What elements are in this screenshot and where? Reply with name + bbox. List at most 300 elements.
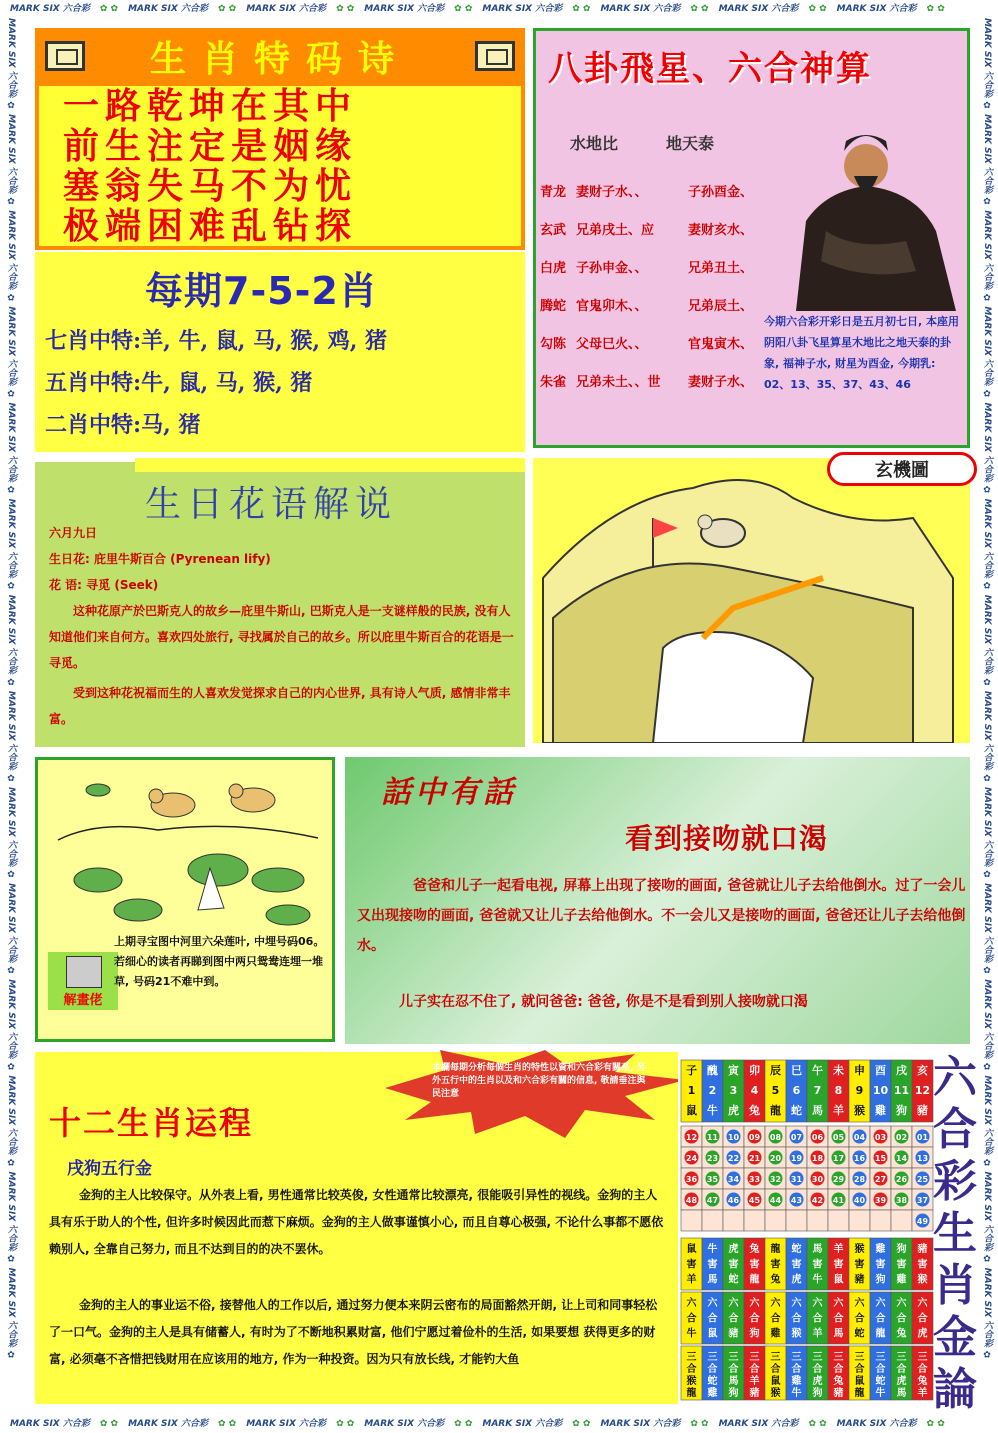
flower-panel <box>35 462 525 747</box>
ball-cell <box>765 1210 786 1231</box>
sage-portrait <box>766 111 966 311</box>
relation-char: 羊 <box>917 1388 928 1399</box>
flower-word: 花 语: 寻觅 (Seek) <box>49 578 159 592</box>
relation-char: 合 <box>749 1364 760 1375</box>
relation-char: 害 <box>917 1259 928 1271</box>
relation-char: 蛇 <box>854 1328 865 1340</box>
ball-number: 33 <box>748 1175 761 1184</box>
ball-number: 28 <box>853 1175 866 1184</box>
table-title-char: 彩 <box>933 1156 977 1207</box>
ball-number: 44 <box>769 1196 782 1205</box>
branch-number: 11 <box>893 1084 910 1097</box>
branch-label: 申 <box>854 1064 865 1077</box>
ball-number: 02 <box>895 1133 908 1142</box>
poem-title: 生肖特码诗 <box>149 37 410 80</box>
relation-char: 合 <box>686 1313 697 1325</box>
bagua-spirit: 朱雀 <box>540 375 567 390</box>
border-tag: MARK SIX 六合彩 <box>718 4 799 14</box>
relation-char: 合 <box>791 1364 802 1375</box>
top-border: MARK SIX 六合彩 ✿ ✿ MARK SIX 六合彩 ✿ ✿ MARK SIX 六合彩 ✿ ✿ MARK SIX 六合彩 ✿ ✿ MARK SIX 六合彩 ✿ ✿ MARK SIX 六合彩 ✿ ✿ MARK SIX 六合彩 ✿ ✿ MARK SIX 六合彩 ✿ ✿ <box>0 0 998 18</box>
relation-char: 合 <box>833 1313 844 1325</box>
animal-label: 蛇 <box>791 1104 802 1117</box>
relation-char: 牛 <box>686 1328 697 1340</box>
ball-number: 25 <box>916 1175 929 1184</box>
border-tag: MARK SIX 六合彩 <box>10 4 90 14</box>
ball-number: 29 <box>832 1175 845 1184</box>
relation-char: 豬 <box>854 1274 865 1286</box>
relation-char: 合 <box>854 1364 865 1375</box>
relation-char: 猴 <box>854 1244 865 1255</box>
flower-paragraph: 受到这种花祝福而生的人喜欢发觉探求自己的内心世界, 具有诗人气质, 感情非常丰富。 <box>49 686 511 726</box>
bagua-line: 子孙酉金、 <box>688 185 754 200</box>
relation-char: 羊 <box>686 1274 697 1286</box>
table-title-char: 肖 <box>933 1260 977 1311</box>
joke-tag: 話中有話 <box>381 775 517 810</box>
relation-char: 龍 <box>686 1388 697 1399</box>
relation-char: 馬 <box>833 1328 844 1340</box>
zodiac-title: 十二生肖运程 <box>49 1104 254 1142</box>
branch-number: 9 <box>855 1084 864 1097</box>
relation-char: 合 <box>791 1313 802 1325</box>
branch-number: 10 <box>872 1084 889 1097</box>
frame-icon <box>475 41 515 71</box>
relation-char: 合 <box>875 1313 886 1325</box>
border-tag: MARK SIX 六合彩 <box>364 1419 445 1429</box>
relation-char: 六 <box>917 1298 928 1309</box>
relation-char: 猴 <box>791 1328 802 1340</box>
branch-number: 7 <box>813 1084 822 1097</box>
poem-line: 塞翁失马不为忧 <box>63 165 358 207</box>
ball-number: 41 <box>832 1196 845 1205</box>
relation-char: 虎 <box>812 1376 823 1387</box>
ball-number: 20 <box>769 1154 782 1163</box>
bagua-panel <box>533 28 970 448</box>
relation-char: 害 <box>728 1259 739 1271</box>
bagua-line: 官鬼卯木、、 <box>576 299 648 314</box>
relation-char: 鼠 <box>854 1376 865 1387</box>
zodiac-paragraph: 金狗的主人的事业运不俗, 接替他人的工作以后, 通过努力便本来阴云密布的局面豁然开朗, 让上司和同事轻松了一口气。金狗的主人是具有储蓄人, 有时为了不断地积累财富, 他们宁愿过着俭朴的生活, 如果要想 获得更多的财富, 必须毫不吝惜把钱财用在应该用的地方, 作为一种投资。因为只有放长线, 才能钓大鱼 <box>49 1298 658 1366</box>
animal-label: 兔 <box>749 1104 760 1117</box>
bagua-line: 兄弟丑土、 <box>688 261 754 276</box>
ball-number: 17 <box>832 1154 845 1163</box>
ball-cell <box>849 1210 870 1231</box>
relation-char: 兔 <box>833 1376 844 1387</box>
relation-char: 三 <box>686 1352 697 1363</box>
duck-caption: 上期寻宝图中河里六朵莲叶, 中埋号码06。若细心的读者再睇到图中两只鸳鸯连埋一堆草, 号码21不难中到。 <box>114 935 325 988</box>
relation-char: 鼠 <box>686 1244 697 1255</box>
relation-char: 龍 <box>749 1274 760 1286</box>
ball-number: 01 <box>916 1133 929 1142</box>
bagua-line: 兄弟戌土、应 <box>576 223 655 238</box>
flower-title: 生日花语解说 <box>145 484 398 525</box>
relation-char: 鼠 <box>770 1376 781 1387</box>
bagua-info: 今期六合彩开彩日是五月初七日, 本座用阴阳八卦飞星算星木地比之地天泰的卦象, 福神子水, 财星为酉金, 今期乳: 02、13、35、37、43、46 <box>764 315 960 391</box>
relation-char: 害 <box>896 1259 907 1271</box>
ball-number: 49 <box>916 1217 929 1226</box>
ball-number: 23 <box>706 1154 719 1163</box>
starburst-text: 本欄每期分析每個生肖的特性以資和六合彩有關系, 另外五行中的生肖以及和六合彩有關的信息, 敬請垂注與民注意 <box>432 1063 646 1099</box>
ball-number: 18 <box>811 1154 824 1163</box>
animal-label: 猴 <box>854 1104 865 1117</box>
flower-paragraph: 这种花原产於巴斯克人的故乡—庇里牛斯山, 巴斯克人是一支谜样般的民族, 没有人知道他们来自何方。喜欢四处旅行, 寻找属於自己的故乡。所以庇里牛斯百合的花语是一寻觅。 <box>49 604 514 670</box>
ball-cell <box>702 1210 723 1231</box>
ball-number: 16 <box>853 1154 866 1163</box>
bottom-border: MARK SIX 六合彩 ✿ ✿ MARK SIX 六合彩 ✿ ✿ MARK SIX 六合彩 ✿ ✿ MARK SIX 六合彩 ✿ ✿ MARK SIX 六合彩 ✿ ✿ MARK SIX 六合彩 ✿ ✿ MARK SIX 六合彩 ✿ ✿ MARK SIX 六合彩 ✿ ✿ <box>0 1415 998 1433</box>
border-tag: MARK SIX 六合彩 <box>600 4 681 14</box>
ball-number: 07 <box>790 1133 803 1142</box>
branch-label: 醜 <box>707 1064 718 1077</box>
relation-char: 害 <box>833 1259 844 1271</box>
table-title-char: 生 <box>933 1208 977 1259</box>
relation-char: 三 <box>812 1352 823 1363</box>
bagua-line: 妻财子水、、 <box>576 185 648 200</box>
zodiac-paragraph: 金狗的主人比较保守。从外表上看, 男性通常比较英俊, 女性通常比较漂亮, 很能吸引异性的视线。金狗的主人具有乐于助人的个性, 但许多时候因此而惹下麻烦。金狗的主人做事谨慎小心, 而且自尊心极强, 不论什么事都不愿依赖别人, 全靠自己努力, 而且不达到目的的决不罢休。 <box>49 1188 664 1256</box>
duck-puzzle-panel <box>35 757 335 1042</box>
relation-char: 龍 <box>770 1244 781 1255</box>
relation-char: 馬 <box>896 1388 907 1399</box>
relation-char: 三 <box>791 1352 802 1363</box>
relation-char: 三 <box>749 1352 760 1363</box>
relation-char: 六 <box>686 1298 697 1309</box>
branch-number: 2 <box>708 1084 717 1097</box>
bagua-line: 妻财子水、 <box>688 375 754 390</box>
table-title-char: 合 <box>933 1104 977 1155</box>
animal-label: 豬 <box>917 1104 928 1117</box>
xiao-panel <box>35 252 525 452</box>
poem-header <box>45 36 515 80</box>
bagua-spirit: 勾陈 <box>540 337 567 352</box>
joke-panel <box>345 757 970 1044</box>
relation-char: 蛇 <box>728 1274 739 1286</box>
branch-number: 3 <box>729 1084 738 1097</box>
relation-char: 合 <box>875 1364 886 1375</box>
xiao-row: 二肖中特:马, 猪 <box>45 412 201 438</box>
ball-number: 11 <box>706 1133 719 1142</box>
relation-char: 害 <box>770 1259 781 1271</box>
relation-char: 合 <box>707 1313 718 1325</box>
ball-number: 31 <box>790 1175 803 1184</box>
ball-number: 36 <box>685 1175 698 1184</box>
relation-char: 三 <box>770 1352 781 1363</box>
hexagram-name: 地天泰 <box>666 134 715 153</box>
branch-number: 1 <box>687 1084 696 1097</box>
joke-paragraph: 儿子实在忍不住了, 就问爸爸: 爸爸, 你是不是看到别人接吻就口渴 <box>399 994 808 1010</box>
bagua-line: 官鬼寅木、 <box>688 337 754 352</box>
relation-char: 狗 <box>812 1388 823 1399</box>
ball-number: 45 <box>748 1196 761 1205</box>
ball-number: 35 <box>706 1175 719 1184</box>
branch-label: 寅 <box>728 1064 739 1077</box>
relation-char: 豬 <box>917 1244 928 1255</box>
duck-drawing <box>38 760 332 930</box>
branch-number: 5 <box>771 1084 780 1097</box>
relation-char: 雞 <box>896 1274 907 1286</box>
bagua-line: 父母巳火、、 <box>576 337 648 352</box>
relation-char: 合 <box>707 1364 718 1375</box>
relation-char: 三 <box>728 1352 739 1363</box>
poem-line: 极端困难乱钻探 <box>63 205 358 247</box>
relation-char: 鼠 <box>833 1274 844 1286</box>
branch-number: 6 <box>792 1084 801 1097</box>
branch-label: 未 <box>833 1064 844 1077</box>
relation-char: 羊 <box>812 1328 823 1340</box>
relation-char: 牛 <box>875 1388 886 1399</box>
table-title-char: 論 <box>933 1364 977 1415</box>
ball-number: 12 <box>685 1133 698 1142</box>
border-tag: MARK SIX 六合彩 <box>246 4 327 14</box>
ball-number: 09 <box>748 1133 761 1142</box>
border-tag: MARK SIX 六合彩 <box>246 1419 327 1429</box>
relation-char: 狗 <box>728 1388 739 1399</box>
bagua-line: 妻财亥水、 <box>688 223 754 238</box>
poem-panel <box>35 28 525 250</box>
branch-number: 4 <box>750 1084 759 1097</box>
relation-char: 虎 <box>791 1274 802 1286</box>
relation-char: 合 <box>728 1364 739 1375</box>
xiao-title: 每期7-5-2肖 <box>145 269 378 313</box>
xuanji-badge: 玄機圖 <box>827 452 977 486</box>
border-tag: MARK SIX 六合彩 <box>836 1419 917 1429</box>
relation-char: 狗 <box>875 1274 886 1286</box>
relation-char: 三 <box>896 1352 907 1363</box>
ball-number: 14 <box>895 1154 908 1163</box>
relation-char: 虎 <box>896 1376 907 1387</box>
branch-label: 亥 <box>917 1064 928 1077</box>
branch-number: 12 <box>914 1084 931 1097</box>
relation-char: 合 <box>917 1364 928 1375</box>
hill-drawing <box>533 458 970 743</box>
relation-char: 狗 <box>749 1328 760 1340</box>
branch-label: 卯 <box>749 1064 760 1077</box>
right-border: MARK SIX 六合彩 ✿ MARK SIX 六合彩 ✿ MARK SIX 六合彩 ✿ MARK SIX 六合彩 ✿ MARK SIX 六合彩 ✿ MARK SIX 六合彩 ✿ MARK SIX 六合彩 ✿ MARK SIX 六合彩 ✿ MARK SIX 六合彩 ✿ MARK SIX 六合彩 ✿ MARK SIX 六合彩 ✿ MARK SIX 六合彩 ✿ MARK SIX 六合彩 ✿ MARK SIX 六合彩 ✿ <box>976 18 998 1415</box>
relation-char: 合 <box>749 1313 760 1325</box>
ball-number: 46 <box>727 1196 740 1205</box>
relation-char: 三 <box>875 1352 886 1363</box>
bagua-title: 八卦飛星、六合神算 <box>548 49 872 89</box>
relation-char: 三 <box>707 1352 718 1363</box>
relation-char: 合 <box>812 1364 823 1375</box>
ball-cell <box>828 1210 849 1231</box>
relation-char: 六 <box>833 1298 844 1309</box>
relation-char: 羊 <box>833 1244 844 1255</box>
ball-number: 03 <box>874 1133 887 1142</box>
ball-number: 15 <box>874 1154 887 1163</box>
relation-char: 雞 <box>707 1388 718 1399</box>
relation-char: 害 <box>854 1259 865 1271</box>
relation-char: 豬 <box>728 1328 739 1340</box>
relation-char: 害 <box>707 1259 718 1271</box>
bagua-spirit: 腾蛇 <box>540 299 567 314</box>
relation-char: 六 <box>854 1298 865 1309</box>
animal-label: 牛 <box>707 1104 718 1117</box>
border-tag: MARK SIX 六合彩 <box>128 4 208 14</box>
relation-char: 羊 <box>749 1376 760 1387</box>
border-tag: MARK SIX 六合彩 <box>10 1419 90 1429</box>
relation-char: 鼠 <box>707 1328 718 1340</box>
relation-char: 合 <box>833 1364 844 1375</box>
branch-label: 辰 <box>770 1064 781 1077</box>
ball-number: 21 <box>748 1154 761 1163</box>
relation-char: 三 <box>833 1352 844 1363</box>
bagua-spirit: 白虎 <box>540 261 567 276</box>
relation-char: 馬 <box>728 1376 739 1387</box>
ball-number: 24 <box>685 1154 698 1163</box>
animal-label: 羊 <box>833 1104 844 1117</box>
animal-label: 雞 <box>875 1104 886 1117</box>
bagua-line: 子孙申金、、 <box>576 261 648 276</box>
flower-name: 生日花: 庇里牛斯百合 (Pyrenean lify) <box>49 552 271 566</box>
ball-cell <box>807 1210 828 1231</box>
poem-body <box>39 86 521 246</box>
branch-label: 子 <box>686 1064 697 1077</box>
table-title-char: 六 <box>933 1052 977 1103</box>
relation-char: 害 <box>686 1259 697 1271</box>
relation-char: 三 <box>917 1352 928 1363</box>
ball-number: 47 <box>706 1196 719 1205</box>
relation-char: 蛇 <box>791 1244 802 1255</box>
relation-char: 六 <box>770 1298 781 1309</box>
relation-char: 合 <box>917 1313 928 1325</box>
relation-char: 牛 <box>791 1388 802 1399</box>
border-tag: MARK SIX 六合彩 <box>718 1419 799 1429</box>
ball-number: 05 <box>832 1133 845 1142</box>
ball-number: 08 <box>769 1133 782 1142</box>
left-border: MARK SIX 六合彩 ✿ MARK SIX 六合彩 ✿ MARK SIX 六合彩 ✿ MARK SIX 六合彩 ✿ MARK SIX 六合彩 ✿ MARK SIX 六合彩 ✿ MARK SIX 六合彩 ✿ MARK SIX 六合彩 ✿ MARK SIX 六合彩 ✿ MARK SIX 六合彩 ✿ MARK SIX 六合彩 ✿ MARK SIX 六合彩 ✿ MARK SIX 六合彩 ✿ MARK SIX 六合彩 ✿ <box>0 18 22 1415</box>
relation-char: 兔 <box>770 1274 781 1286</box>
ball-number: 39 <box>874 1196 887 1205</box>
zodiac-table <box>678 1052 940 1404</box>
relation-char: 雞 <box>770 1328 781 1340</box>
ball-number: 26 <box>895 1175 908 1184</box>
notepad-icon <box>66 956 102 988</box>
joke-title: 看到接吻就口渴 <box>625 822 829 855</box>
branch-label: 巳 <box>791 1064 802 1077</box>
border-tag: MARK SIX 六合彩 <box>364 4 445 14</box>
ball-cell <box>786 1210 807 1231</box>
relation-char: 豬 <box>833 1388 844 1399</box>
relation-char: 害 <box>812 1259 823 1271</box>
ball-number: 34 <box>727 1175 740 1184</box>
bagua-line: 兄弟辰土、 <box>688 299 754 314</box>
relation-char: 合 <box>854 1313 865 1325</box>
relation-char: 六 <box>896 1298 907 1309</box>
border-tag: MARK SIX 六合彩 <box>836 4 917 14</box>
ball-number: 42 <box>811 1196 824 1205</box>
xiao-row: 七肖中特:羊, 牛, 鼠, 马, 猴, 鸡, 猪 <box>45 328 388 354</box>
border-tag: MARK SIX 六合彩 <box>128 1419 208 1429</box>
ball-number: 10 <box>727 1133 740 1142</box>
relation-char: 兔 <box>917 1376 928 1387</box>
relation-char: 猴 <box>686 1376 697 1387</box>
bagua-spirit: 玄武 <box>540 223 567 238</box>
table-title-char: 金 <box>933 1312 977 1363</box>
relation-char: 猴 <box>770 1388 781 1399</box>
relation-char: 六 <box>812 1298 823 1309</box>
ball-number: 22 <box>727 1154 740 1163</box>
relation-char: 六 <box>707 1298 718 1309</box>
relation-char: 蛇 <box>707 1376 718 1387</box>
hexagram-name: 水地比 <box>570 134 619 153</box>
relation-char: 兔 <box>896 1328 907 1340</box>
relation-char: 合 <box>770 1313 781 1325</box>
relation-char: 兔 <box>749 1244 760 1255</box>
ball-number: 19 <box>790 1154 803 1163</box>
border-tag: MARK SIX 六合彩 <box>482 4 563 14</box>
poem-line: 一路乾坤在其中 <box>63 85 358 127</box>
frame-icon <box>45 41 85 71</box>
relation-char: 牛 <box>812 1274 823 1286</box>
relation-char: 害 <box>749 1259 760 1271</box>
border-tag: MARK SIX 六合彩 <box>482 1419 563 1429</box>
relation-char: 龍 <box>854 1388 865 1399</box>
puzzle-illustration <box>533 458 970 743</box>
bagua-line: 兄弟未土、、世 <box>576 375 661 390</box>
ball-cell <box>744 1210 765 1231</box>
relation-char: 六 <box>875 1298 886 1309</box>
ball-cell <box>681 1210 702 1231</box>
relation-char: 三 <box>854 1352 865 1363</box>
relation-char: 馬 <box>707 1274 718 1286</box>
ball-number: 32 <box>769 1175 782 1184</box>
zodiac-subtitle: 戌狗五行金 <box>67 1159 152 1179</box>
relation-char: 合 <box>896 1364 907 1375</box>
ball-number: 06 <box>811 1133 824 1142</box>
poem-line: 前生注定是姻缘 <box>63 125 358 167</box>
relation-char: 虎 <box>728 1244 739 1255</box>
relation-char: 六 <box>791 1298 802 1309</box>
ball-number: 30 <box>811 1175 824 1184</box>
relation-char: 六 <box>728 1298 739 1309</box>
ball-number: 38 <box>895 1196 908 1205</box>
animal-label: 馬 <box>812 1104 823 1117</box>
ball-number: 27 <box>874 1175 887 1184</box>
branch-label: 戌 <box>896 1064 907 1077</box>
relation-char: 龍 <box>875 1328 886 1340</box>
flower-date: 六月九日 <box>49 526 98 540</box>
ball-number: 48 <box>685 1196 698 1205</box>
animal-label: 狗 <box>896 1104 907 1117</box>
relation-char: 牛 <box>707 1244 718 1255</box>
branch-label: 酉 <box>875 1064 886 1077</box>
border-tag: MARK SIX 六合彩 <box>600 1419 681 1429</box>
relation-char: 馬 <box>812 1244 823 1255</box>
solver-label: 解畫佬 <box>63 993 103 1008</box>
xiao-row: 五肖中特:牛, 鼠, 马, 猴, 猪 <box>45 370 313 396</box>
ball-number: 40 <box>853 1196 866 1205</box>
relation-char: 豬 <box>749 1388 760 1399</box>
relation-char: 害 <box>875 1259 886 1271</box>
branch-number: 8 <box>834 1084 843 1097</box>
ball-cell <box>891 1210 912 1231</box>
ball-number: 04 <box>853 1133 866 1142</box>
joke-paragraph: 爸爸和儿子一起看电视, 屏幕上出现了接吻的画面, 爸爸就让儿子去给他倒水。过了一会儿又出现接吻的画面, 爸爸就又让儿子去给他倒水。不一会儿又是接吻的画面, 爸爸还让儿子去给他倒水。 <box>357 878 966 954</box>
relation-char: 合 <box>686 1364 697 1375</box>
relation-char: 雞 <box>791 1376 802 1387</box>
relation-char: 狗 <box>896 1244 907 1255</box>
bagua-spirit: 青龙 <box>540 185 567 200</box>
relation-char: 合 <box>812 1313 823 1325</box>
relation-char: 合 <box>728 1313 739 1325</box>
table-title <box>930 1052 980 1416</box>
ball-number: 13 <box>916 1154 929 1163</box>
relation-char: 合 <box>770 1364 781 1375</box>
animal-label: 龍 <box>770 1104 781 1117</box>
relation-char: 蛇 <box>875 1376 886 1387</box>
relation-char: 猴 <box>917 1274 928 1286</box>
relation-char: 害 <box>791 1259 802 1271</box>
relation-char: 合 <box>896 1313 907 1325</box>
ball-cell <box>723 1210 744 1231</box>
